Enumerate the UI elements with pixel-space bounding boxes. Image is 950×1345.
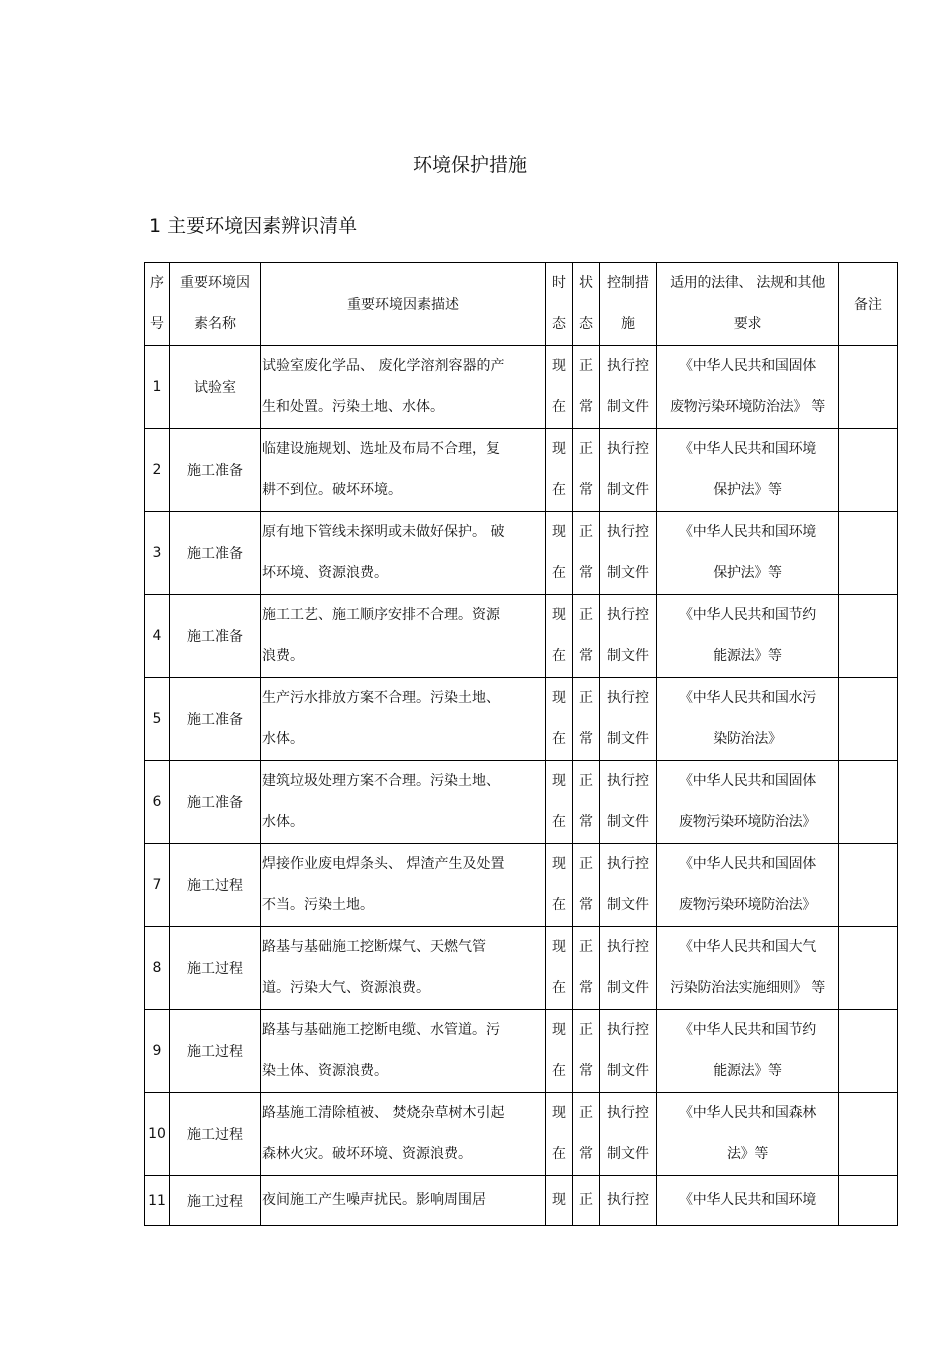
cell-law: [657, 512, 839, 595]
table-row: [145, 1176, 898, 1226]
cell-law: [657, 346, 839, 429]
cell-law-line: 《中华人民共和国固体: [679, 773, 816, 789]
cell-remark: [839, 595, 898, 678]
cell-control-line: 执行控: [607, 690, 649, 706]
cell-control-line: 执行控: [607, 524, 649, 540]
cell-tense-line: 现: [552, 441, 566, 457]
cell-factor-name: 施工过程: [170, 844, 261, 927]
cell-tense-line: 现: [552, 690, 566, 706]
cell-law-line: 废物污染环境防治法》: [679, 814, 816, 830]
cell-law-line: 《中华人民共和国节约: [679, 607, 816, 623]
cell-state-line: 正: [579, 1105, 593, 1121]
cell-description-line: 生产污水排放方案不合理。污染土地、: [262, 690, 500, 706]
cell-state: [573, 1176, 600, 1226]
cell-tense: [546, 346, 573, 429]
cell-seq: 8: [145, 927, 170, 1010]
cell-description-line: 施工工艺、施工顺序安排不合理。资源: [262, 607, 500, 623]
cell-seq: 5: [145, 678, 170, 761]
cell-law-line: 污染防治法实施细则》 等: [670, 980, 825, 996]
cell-control-line: 执行控: [607, 773, 649, 789]
cell-tense-line: 在: [552, 399, 566, 415]
cell-description: [261, 844, 546, 927]
cell-control-line: 执行控: [607, 358, 649, 374]
cell-control-line: 执行控: [607, 607, 649, 623]
cell-law: [657, 1093, 839, 1176]
cell-law-line: 保护法》等: [713, 565, 782, 581]
cell-description-line: 浪费。: [262, 648, 304, 664]
cell-remark: [839, 346, 898, 429]
cell-factor-name: 施工准备: [170, 761, 261, 844]
cell-description-line: 夜间施工产生噪声扰民。影响周围居: [262, 1192, 486, 1208]
cell-control: [600, 346, 657, 429]
cell-description: [261, 761, 546, 844]
cell-law: [657, 1010, 839, 1093]
cell-seq: 6: [145, 761, 170, 844]
cell-control-line: 制文件: [607, 1146, 649, 1162]
cell-seq: 7: [145, 844, 170, 927]
cell-state-line: 正: [579, 607, 593, 623]
cell-tense-line: 在: [552, 1146, 566, 1162]
cell-state-line: 常: [579, 565, 593, 581]
cell-seq: 4: [145, 595, 170, 678]
cell-control: [600, 1176, 657, 1226]
cell-factor-name: 施工过程: [170, 1176, 261, 1226]
cell-state-line: 正: [579, 358, 593, 374]
cell-tense: [546, 512, 573, 595]
cell-state-line: 常: [579, 980, 593, 996]
cell-state-line: 常: [579, 897, 593, 913]
cell-description-line: 路基与基础施工挖断电缆、水管道。污: [262, 1022, 500, 1038]
cell-control-line: 制文件: [607, 1063, 649, 1079]
cell-state-line: 正: [579, 441, 593, 457]
cell-law: [657, 927, 839, 1010]
cell-tense-line: 在: [552, 814, 566, 830]
table-row: [145, 678, 898, 761]
header-desc: 重要环境因素描述: [261, 263, 546, 346]
cell-factor-name: 试验室: [170, 346, 261, 429]
cell-law: [657, 595, 839, 678]
section-heading: 1 主要环境因素辨识清单: [149, 215, 358, 237]
cell-tense: [546, 844, 573, 927]
cell-state-line: 常: [579, 399, 593, 415]
cell-tense-line: 在: [552, 1063, 566, 1079]
cell-state-line: 常: [579, 1146, 593, 1162]
cell-seq: 11: [145, 1176, 170, 1226]
cell-description-line: 焊接作业废电焊条头、 焊渣产生及处置: [262, 856, 505, 872]
cell-tense: [546, 1010, 573, 1093]
cell-control-line: 制文件: [607, 648, 649, 664]
cell-tense-line: 现: [552, 358, 566, 374]
cell-state: [573, 595, 600, 678]
cell-law-line: 能源法》等: [713, 648, 782, 664]
cell-description-line: 水体。: [262, 814, 304, 830]
cell-control-line: 执行控: [607, 441, 649, 457]
cell-factor-name: 施工准备: [170, 512, 261, 595]
cell-tense: [546, 1093, 573, 1176]
table-row: [145, 512, 898, 595]
cell-control-line: 执行控: [607, 1105, 649, 1121]
cell-state-line: 常: [579, 648, 593, 664]
cell-law-line: 《中华人民共和国固体: [679, 358, 816, 374]
cell-state-line: 常: [579, 814, 593, 830]
cell-tense: [546, 1176, 573, 1226]
cell-law: [657, 678, 839, 761]
cell-tense: [546, 429, 573, 512]
cell-state: [573, 346, 600, 429]
cell-seq: 10: [145, 1093, 170, 1176]
cell-factor-name: 施工过程: [170, 927, 261, 1010]
header-state: 状 态: [573, 263, 600, 346]
cell-control-line: 制文件: [607, 980, 649, 996]
cell-control-line: 制文件: [607, 399, 649, 415]
cell-control: [600, 761, 657, 844]
cell-remark: [839, 678, 898, 761]
cell-tense: [546, 595, 573, 678]
cell-factor-name: 施工过程: [170, 1010, 261, 1093]
cell-control-line: 制文件: [607, 482, 649, 498]
cell-control-line: 执行控: [607, 856, 649, 872]
cell-control-line: 执行控: [607, 1192, 649, 1208]
cell-remark: [839, 1010, 898, 1093]
cell-law-line: 废物污染环境防治法》 等: [670, 399, 825, 415]
cell-control-line: 执行控: [607, 1022, 649, 1038]
cell-tense-line: 现: [552, 856, 566, 872]
cell-law-line: 废物污染环境防治法》: [679, 897, 816, 913]
cell-state-line: 正: [579, 524, 593, 540]
cell-state-line: 常: [579, 731, 593, 747]
cell-tense-line: 现: [552, 1192, 566, 1208]
cell-tense-line: 现: [552, 773, 566, 789]
cell-description-line: 染土体、资源浪费。: [262, 1063, 388, 1079]
cell-state: [573, 429, 600, 512]
cell-control: [600, 512, 657, 595]
document-title: 环境保护措施: [412, 154, 527, 176]
cell-seq: 1: [145, 346, 170, 429]
header-control: 控制措 施: [600, 263, 657, 346]
cell-remark: [839, 761, 898, 844]
table-row: [145, 1093, 898, 1176]
cell-state-line: 正: [579, 856, 593, 872]
cell-law-line: 《中华人民共和国森林: [679, 1105, 816, 1121]
cell-law-line: 《中华人民共和国节约: [679, 1022, 816, 1038]
cell-seq: 9: [145, 1010, 170, 1093]
header-seq: 序 号: [145, 263, 170, 346]
cell-state: [573, 761, 600, 844]
cell-state-line: 正: [579, 690, 593, 706]
cell-tense-line: 在: [552, 731, 566, 747]
header-remark: 备注: [839, 263, 898, 346]
cell-tense: [546, 678, 573, 761]
cell-remark: [839, 1176, 898, 1226]
table-row: [145, 844, 898, 927]
cell-description-line: 道。污染大气、资源浪费。: [262, 980, 430, 996]
cell-law-line: 能源法》等: [713, 1063, 782, 1079]
cell-description-line: 试验室废化学品、 废化学溶剂容器的产: [262, 358, 505, 374]
cell-description: [261, 512, 546, 595]
cell-description-line: 路基与基础施工挖断煤气、天燃气管: [262, 939, 486, 955]
cell-law: [657, 844, 839, 927]
cell-control: [600, 927, 657, 1010]
cell-law-line: 《中华人民共和国环境: [679, 524, 816, 540]
cell-factor-name: 施工准备: [170, 429, 261, 512]
cell-description: [261, 1093, 546, 1176]
cell-law-line: 《中华人民共和国环境: [679, 1192, 816, 1208]
cell-law-line: 保护法》等: [713, 482, 782, 498]
cell-remark: [839, 1093, 898, 1176]
cell-tense-line: 在: [552, 897, 566, 913]
cell-seq: 2: [145, 429, 170, 512]
cell-control: [600, 429, 657, 512]
cell-description: [261, 346, 546, 429]
cell-tense-line: 在: [552, 980, 566, 996]
cell-tense-line: 现: [552, 1105, 566, 1121]
cell-state: [573, 1010, 600, 1093]
cell-control-line: 执行控: [607, 939, 649, 955]
cell-state-line: 正: [579, 773, 593, 789]
cell-control-line: 制文件: [607, 814, 649, 830]
cell-description-line: 水体。: [262, 731, 304, 747]
cell-factor-name: 施工准备: [170, 595, 261, 678]
cell-state: [573, 678, 600, 761]
table-row: [145, 927, 898, 1010]
table-row: [145, 346, 898, 429]
cell-law-line: 《中华人民共和国大气: [679, 939, 816, 955]
cell-tense: [546, 927, 573, 1010]
cell-law-line: 《中华人民共和国环境: [679, 441, 816, 457]
cell-description: [261, 678, 546, 761]
cell-tense: [546, 761, 573, 844]
cell-remark: [839, 512, 898, 595]
header-law: 适用的法律、 法规和其他 要求: [657, 263, 839, 346]
cell-law-line: 法》等: [726, 1146, 769, 1162]
cell-control-line: 制文件: [607, 731, 649, 747]
cell-control: [600, 1010, 657, 1093]
cell-control-line: 制文件: [607, 897, 649, 913]
cell-description-line: 坏环境、资源浪费。: [262, 565, 388, 581]
cell-factor-name: 施工准备: [170, 678, 261, 761]
cell-tense-line: 现: [552, 524, 566, 540]
cell-state: [573, 1093, 600, 1176]
cell-state-line: 常: [579, 1063, 593, 1079]
cell-control: [600, 844, 657, 927]
cell-tense-line: 现: [552, 939, 566, 955]
cell-state-line: 常: [579, 482, 593, 498]
cell-state: [573, 844, 600, 927]
cell-control: [600, 595, 657, 678]
cell-seq: 3: [145, 512, 170, 595]
table-row: [145, 761, 898, 844]
cell-description-line: 森林火灾。破坏环境、资源浪费。: [262, 1146, 472, 1162]
cell-law-line: 染防治法》: [713, 731, 782, 747]
cell-description-line: 路基施工清除植被、 焚烧杂草树木引起: [262, 1105, 505, 1121]
cell-tense-line: 在: [552, 648, 566, 664]
cell-remark: [839, 844, 898, 927]
cell-remark: [839, 429, 898, 512]
table-row: [145, 1010, 898, 1093]
table-row: [145, 595, 898, 678]
cell-description: [261, 927, 546, 1010]
cell-description-line: 不当。污染土地。: [262, 897, 374, 913]
cell-description-line: 临建设施规划、选址及布局不合理，复: [262, 441, 500, 457]
header-name: 重要环境因 素名称: [170, 263, 261, 346]
cell-law: [657, 1176, 839, 1226]
header-tense: 时 态: [546, 263, 573, 346]
cell-description-line: 原有地下管线未探明或未做好保护。 破: [262, 524, 505, 540]
cell-description: [261, 1176, 546, 1226]
cell-description: [261, 1010, 546, 1093]
cell-tense-line: 现: [552, 1022, 566, 1038]
cell-state-line: 正: [579, 1022, 593, 1038]
cell-description-line: 耕不到位。破坏环境。: [262, 482, 402, 498]
cell-law-line: 《中华人民共和国水污: [679, 690, 816, 706]
cell-description-line: 生和处置。污染土地、水体。: [262, 399, 444, 415]
cell-state-line: 正: [579, 1192, 593, 1208]
cell-tense-line: 现: [552, 607, 566, 623]
environment-factors-table: [144, 262, 898, 1226]
cell-tense-line: 在: [552, 565, 566, 581]
cell-control-line: 制文件: [607, 565, 649, 581]
table-header: [145, 263, 898, 346]
cell-description: [261, 595, 546, 678]
cell-state-line: 正: [579, 939, 593, 955]
cell-remark: [839, 927, 898, 1010]
cell-control: [600, 678, 657, 761]
cell-tense-line: 在: [552, 482, 566, 498]
table-row: [145, 429, 898, 512]
cell-control: [600, 1093, 657, 1176]
cell-description: [261, 429, 546, 512]
cell-factor-name: 施工过程: [170, 1093, 261, 1176]
cell-law-line: 《中华人民共和国固体: [679, 856, 816, 872]
cell-law: [657, 761, 839, 844]
cell-state: [573, 927, 600, 1010]
cell-law: [657, 429, 839, 512]
cell-description-line: 建筑垃圾处理方案不合理。污染土地、: [262, 773, 500, 789]
table-body: [145, 346, 898, 1226]
cell-state: [573, 512, 600, 595]
